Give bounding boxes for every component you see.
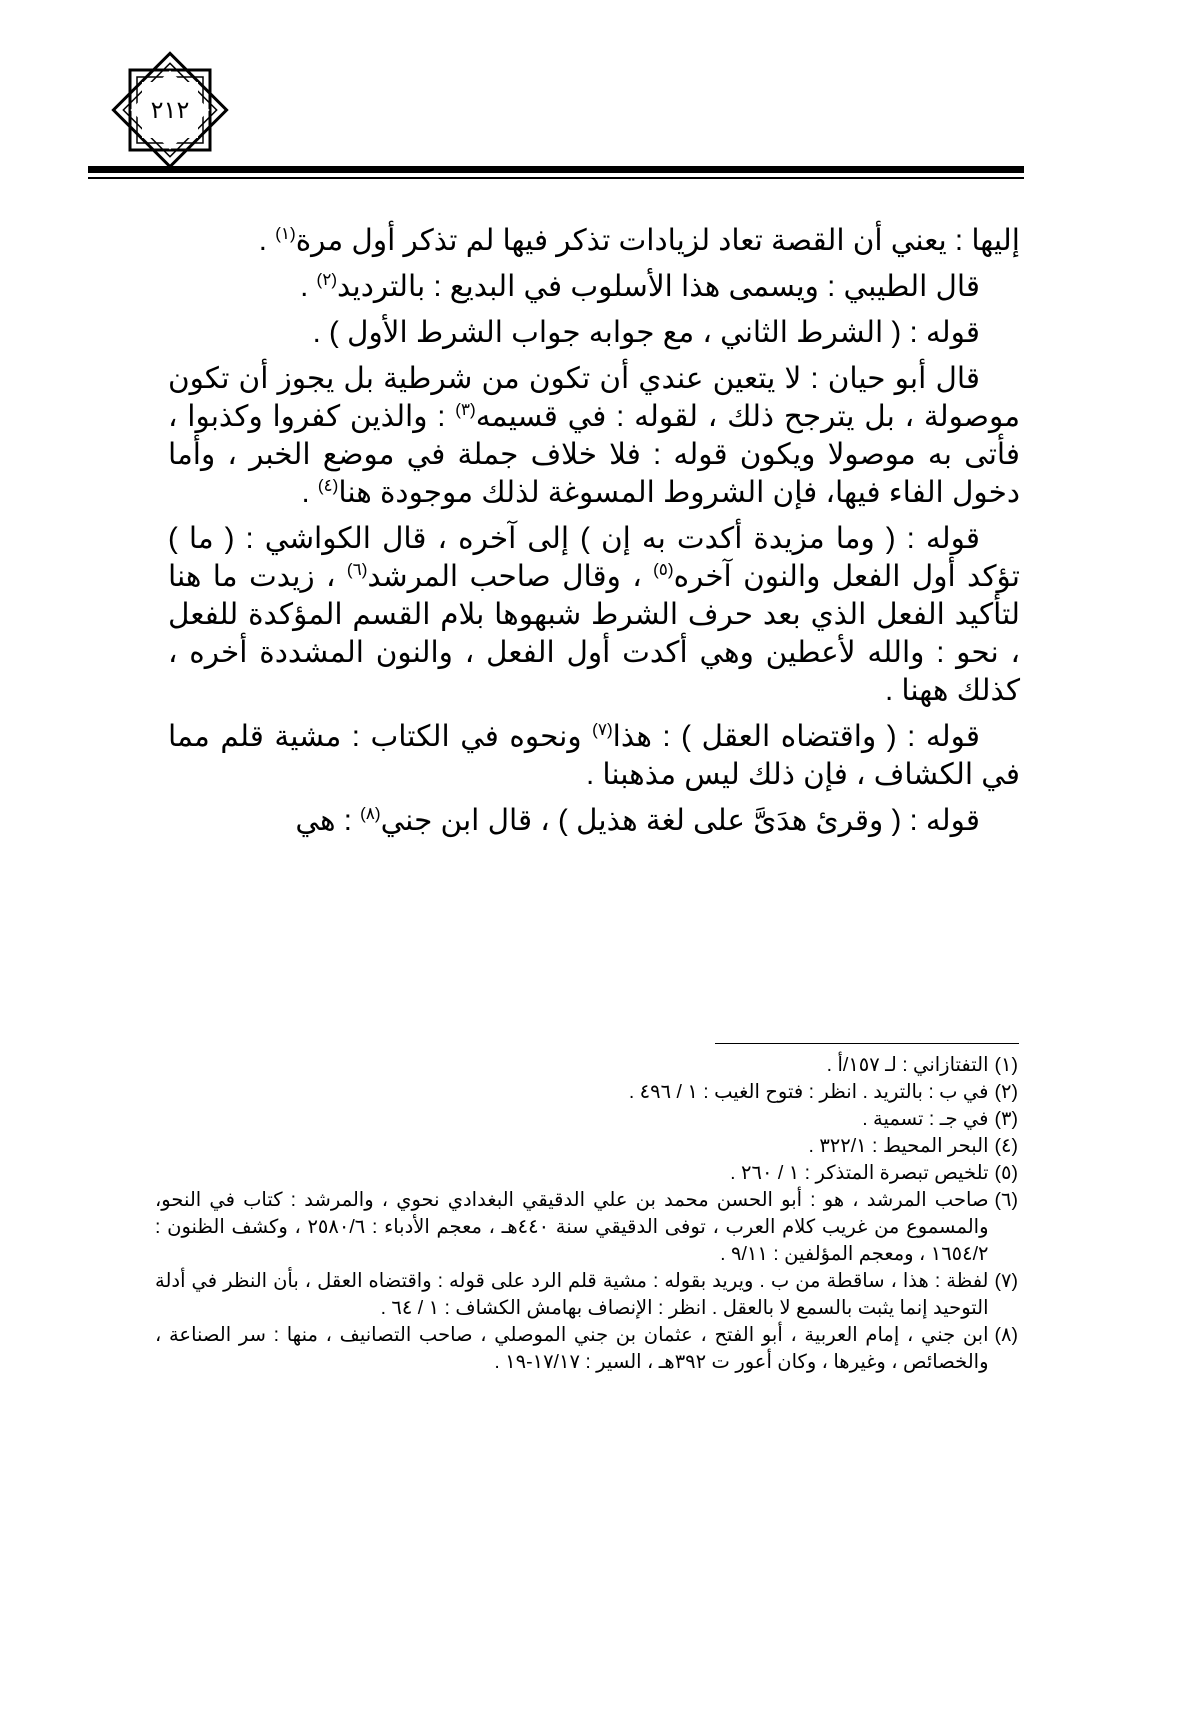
footnote-separator (715, 1043, 1019, 1044)
paragraph-7: قوله : ( وقرئ هدَىَّ على لغة هذيل ) ، قال ابن جني$^{(٨)}$ : هي (295, 804, 980, 837)
page-number: ٢١٢ (150, 96, 190, 124)
paragraph-1: إليها : يعني أن القصة تعاد لزيادات تذكر فيها لم تذكر أول مرة$^{(١)}$ . (258, 224, 1020, 257)
footnote-ref-5[interactable]: (٥) (653, 560, 674, 580)
footnote-6: (٦) صاحب المرشد ، هو : أبو الحسن محمد بن علي الدقيقي البغدادي نحوي ، والمرشد : كتاب في النحو، والمسموع من غريب كلام العرب ، توفى الدقيقي سنة ٤٤٠هـ ، معجم الأدباء : ٢٥٨٠/٦ ، وكشف الظنون : ١٦٥٤/٢ ، ومعجم المؤلفين : ٩/١١ . (155, 1189, 1018, 1265)
footnote-ref-4[interactable]: (٤) (317, 476, 339, 496)
footnote-ref-7[interactable]: (٧) (592, 720, 613, 740)
footnote-7: (٧) لفظة : هذا ، ساقطة من ب . ويريد بقوله : مشية قلم الرد على قوله : واقتضاه العقل ، بأن النظر في أدلة التوحيد إنما يثبت بالسمع لا بالعقل . انظر : الإنصاف بهامش الكشاف : ١ / ٦٤ . (155, 1270, 1018, 1319)
paragraph-4: قال أبو حيان : لا يتعين عندي أن تكون من شرطية بل يجوز أن تكون موصولة ، بل يترجح ذلك ، لقوله : في قسيمه$^{(٣)}$ : والذين كفروا وكذبوا ، فأتى به موصولا ويكون قوله : فلا خلاف جملة في موضع الخبر ، وأما دخول الفاء فيها، فإن الشروط المسوغة لذلك موجودة هنا$^{(٤)}$ . (168, 362, 1021, 509)
footnote-5: (٥) تلخيص تبصرة المتذكر : ١ / ٢٦٠ . (730, 1162, 1018, 1184)
page-number-badge (100, 40, 240, 180)
footnote-ref-1[interactable]: (١) (275, 224, 296, 244)
footnote-4: (٤) البحر المحيط : ٣٢٢/١ . (808, 1135, 1018, 1157)
paragraph-6: قوله : ( واقتضاه العقل ) : هذا$^{(٧)}$ ونحوه في الكتاب : مشية قلم مما في الكشاف ، فإن ذلك ليس مذهبنا . (168, 720, 1020, 791)
footnote-ref-8[interactable]: (٨) (360, 804, 381, 824)
main-text (168, 222, 1020, 848)
header-rule-thick (88, 166, 1024, 173)
footnote-ref-2[interactable]: (٢) (316, 270, 337, 290)
footnotes (155, 1052, 1018, 1376)
paragraph-5: قوله : ( وما مزيدة أكدت به إن ) إلى آخره ، قال الكواشي : ( ما ) تؤكد أول الفعل والنون آخره$^{(٥)}$ ، وقال صاحب المرشد$^{(٦)}$ ، زيدت ما هنا لتأكيد الفعل الذي بعد حرف الشرط شبهوها بلام القسم المؤكدة للفعل ، نحو : والله لأعطين وهي أكدت أول الفعل ، والنون المشددة أخره ، كذلك ههنا . (168, 522, 1020, 707)
footnote-ref-6[interactable]: (٦) (346, 560, 368, 580)
footnote-ref-3[interactable]: (٣) (455, 400, 476, 420)
footnote-1: (١) التفتازاني : لـ ١٥٧/أ . (826, 1054, 1018, 1076)
paragraph-2: قال الطيبي : ويسمى هذا الأسلوب في البديع : بالترديد$^{(٢)}$ . (300, 270, 980, 303)
paragraph-3: قوله : ( الشرط الثاني ، مع جوابه جواب الشرط الأول ) . (312, 316, 980, 349)
footnote-8: (٨) ابن جني ، إمام العربية ، أبو الفتح ، عثمان بن جني الموصلي ، صاحب التصانيف ، منها : سر الصناعة ، والخصائص ، وغيرها ، وكان أعور ت ٣٩٢هـ ، السير : ١٧/١٧-١٩ . (155, 1324, 1018, 1373)
footnote-3: (٣) في جـ : تسمية . (862, 1108, 1018, 1130)
header-rule-thin (88, 177, 1024, 179)
footnote-2: (٢) في ب : بالتريد . انظر : فتوح الغيب : ١ / ٤٩٦ . (628, 1081, 1018, 1103)
